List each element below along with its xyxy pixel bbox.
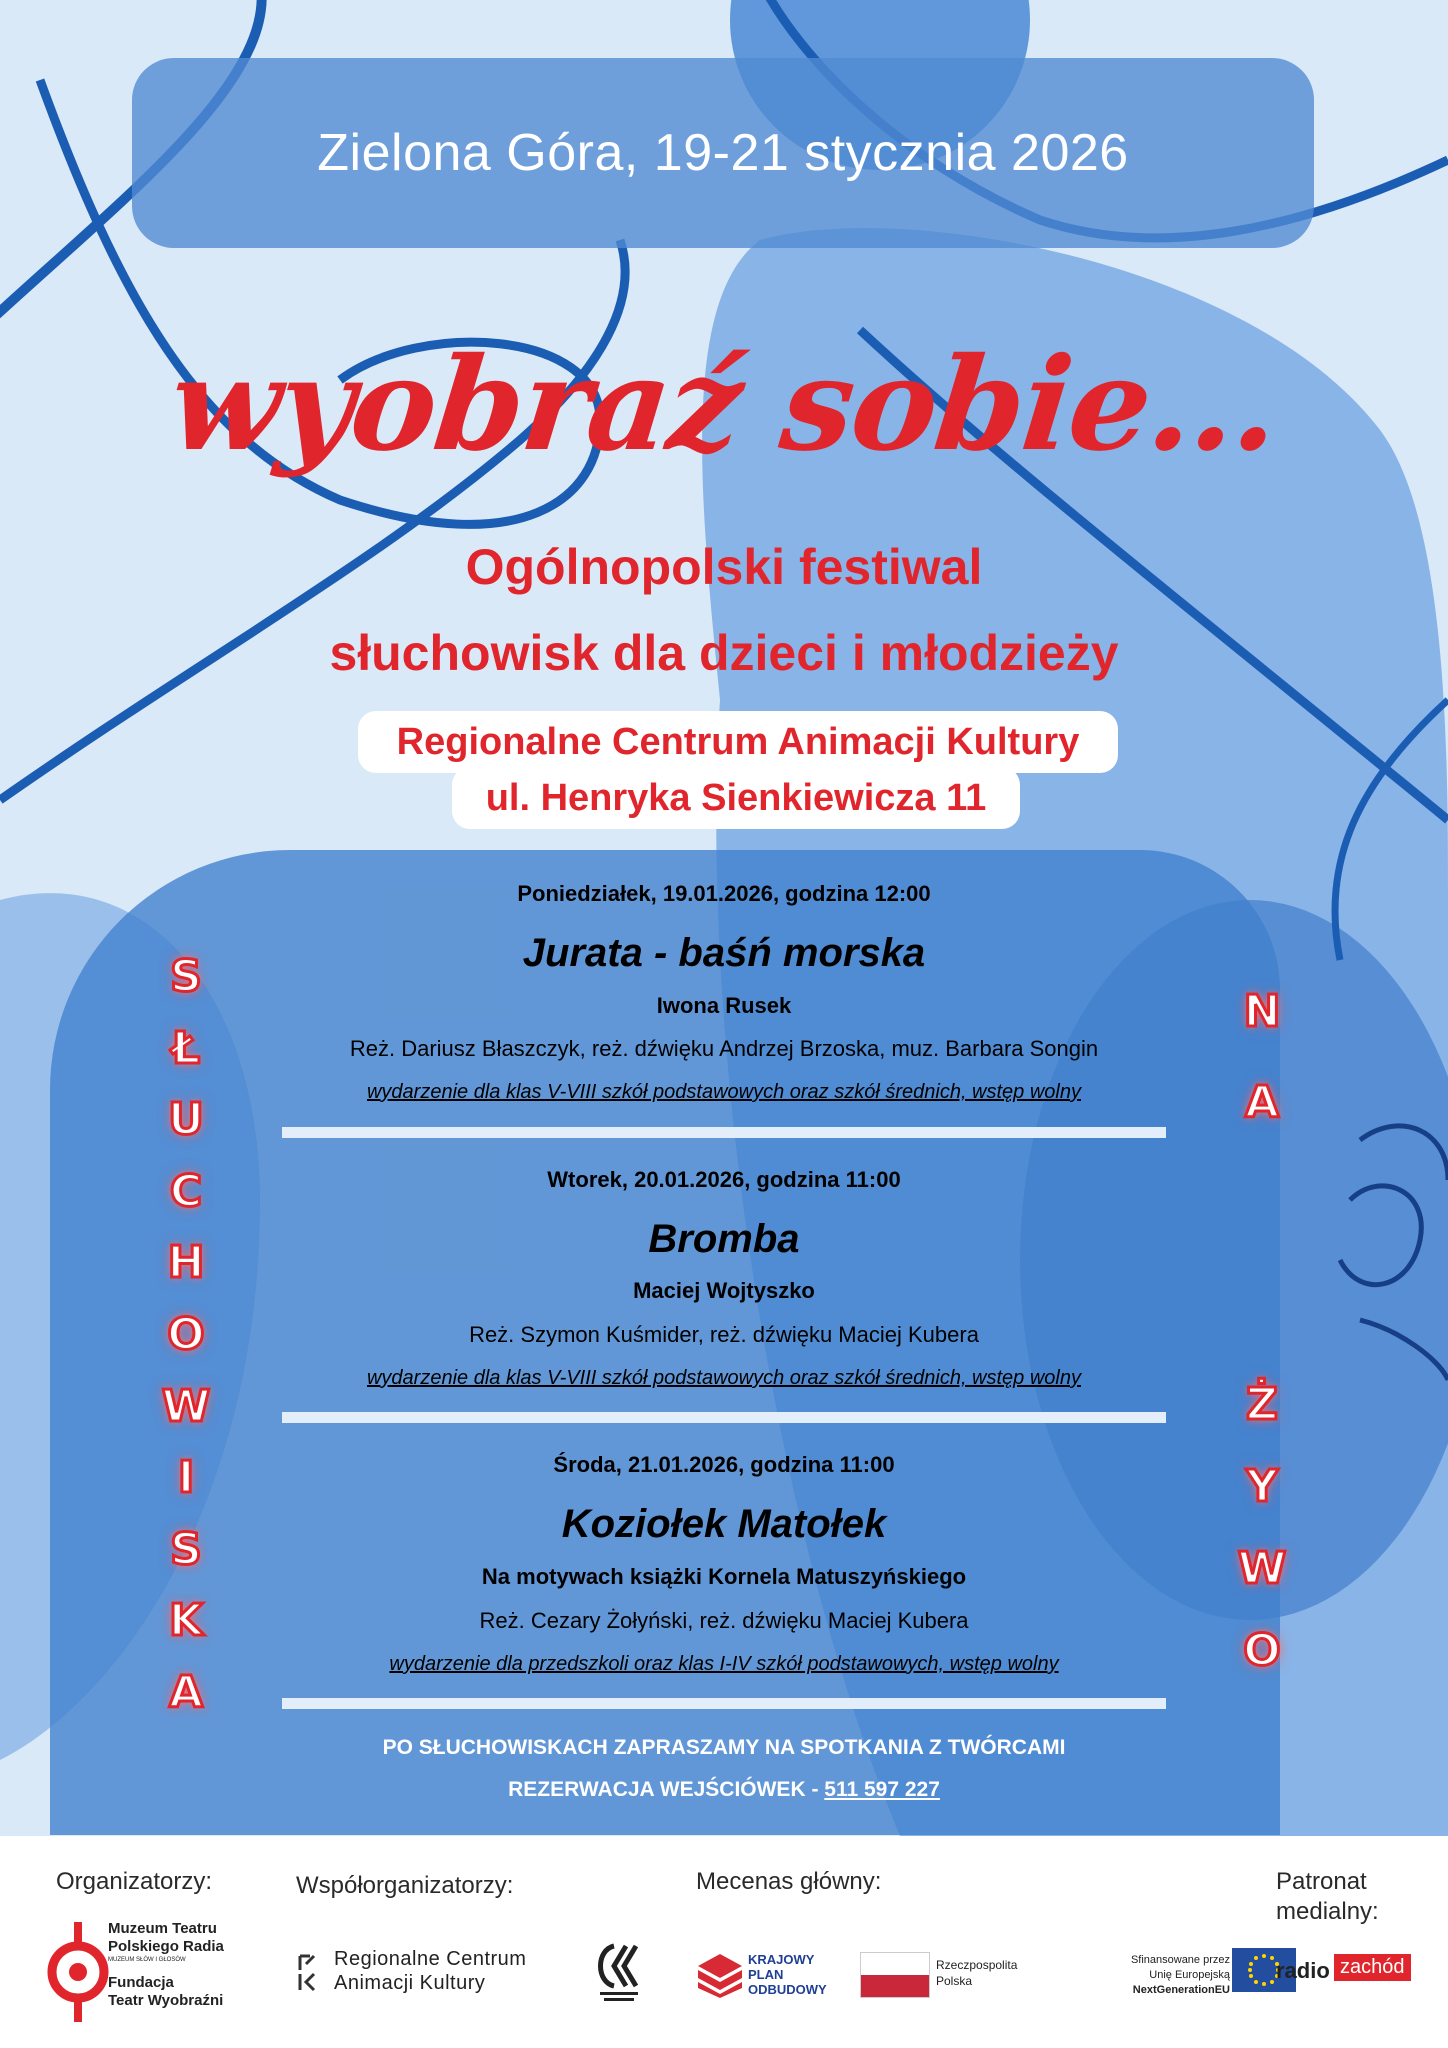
ck-logo-icon	[592, 1940, 646, 2006]
neon-letter: W	[1237, 1543, 1287, 1594]
event-audience-note[interactable]: wydarzenie dla klas V-VIII szkół podstawowych oraz szkół średnich, wstęp wolny	[366, 1081, 1081, 1103]
divider	[282, 1412, 1166, 1423]
neon-letter: O	[167, 1308, 205, 1360]
rcak-logo-line1: Regionalne Centrum	[334, 1948, 527, 1970]
vertical-word-sluchowiska	[156, 951, 216, 1718]
kpo-logo-line3: ODBUDOWY	[748, 1982, 827, 1997]
event-date: Wtorek, 20.01.2026, godzina 11:00	[547, 1167, 901, 1192]
coorganizers-label: Współorganizatorzy:	[296, 1872, 514, 1899]
event-audience-note[interactable]: wydarzenie dla przedszkoli oraz klas I-IV szkół podstawowych, wstęp wolny	[389, 1653, 1059, 1675]
neon-letter: A	[168, 1666, 204, 1718]
neon-letter: H	[167, 1237, 205, 1289]
neon-letter: A	[1244, 1077, 1280, 1128]
organizers-label: Organizatorzy:	[56, 1868, 213, 1895]
festival-title: wyobraź sobie...	[163, 330, 1285, 480]
vertical-word-na	[1232, 986, 1292, 1128]
rp-logo-line1: Rzeczpospolita	[936, 1958, 1018, 1972]
event-author: Iwona Rusek	[656, 993, 792, 1018]
reservation-phone-link[interactable]: 511 597 227	[824, 1778, 940, 1801]
neon-letter: K	[168, 1595, 204, 1647]
rcak-logo-line2: Animacji Kultury	[334, 1972, 486, 1994]
event-author: Na motywach książki Kornela Matuszyńskiego	[481, 1564, 967, 1589]
museum-logo-tagline: MUZEUM SŁÓW I GŁOSÓW	[108, 1957, 186, 1963]
event-date: Poniedziałek, 19.01.2026, godzina 12:00	[517, 881, 931, 906]
museum-logo-line2: Polskiego Radia	[108, 1938, 224, 1955]
divider	[282, 1127, 1166, 1138]
event-date: Środa, 21.01.2026, godzina 11:00	[553, 1452, 895, 1477]
vertical-word-zywo	[1232, 1379, 1292, 1676]
kpo-logo-icon	[698, 1954, 742, 1998]
media-label-1: Patronat	[1276, 1868, 1367, 1895]
polish-flag-icon	[860, 1952, 930, 1998]
event-credits: Reż. Dariusz Błaszczyk, reż. dźwięku Andrzej Brzoska, muz. Barbara Songin	[349, 1036, 1099, 1061]
radio-logo-word: radio	[1276, 1958, 1330, 1983]
divider	[282, 1698, 1166, 1709]
event-dates: Zielona Góra, 19-21 stycznia 2026	[317, 124, 1129, 182]
rp-logo-line2: Polska	[936, 1974, 973, 1988]
museum-logo-icon	[44, 1922, 114, 2022]
neon-letter: Ł	[171, 1022, 201, 1074]
fundacja-logo-line1: Fundacja	[108, 1974, 174, 1991]
eu-logo-line2: Unię Europejską	[1149, 1969, 1230, 1981]
patron-label: Mecenas główny:	[696, 1868, 882, 1895]
festival-subtitle-line2: słuchowisk dla dzieci i młodzieży	[329, 625, 1119, 681]
neon-letter: I	[177, 1452, 195, 1504]
media-label-2: medialny:	[1276, 1898, 1379, 1925]
neon-letter: Y	[1246, 1461, 1278, 1512]
reservation-line	[0, 1778, 1448, 1802]
kpo-logo-line1: KRAJOWY	[748, 1952, 815, 1967]
museum-logo-line1: Muzeum Teatru	[108, 1920, 217, 1937]
eu-logo-line3: NextGenerationEU	[1132, 1984, 1230, 1996]
event-title: Jurata - baśń morska	[522, 931, 926, 975]
reservation-label: REZERWACJA WEJŚCIÓWEK -	[508, 1778, 825, 1801]
neon-letter: O	[1243, 1625, 1281, 1676]
event-title: Bromba	[648, 1217, 800, 1261]
kpo-logo-line2: PLAN	[748, 1967, 784, 1982]
event-credits: Reż. Cezary Żołyński, reż. dźwięku Maciej Kubera	[479, 1608, 969, 1633]
neon-letter: Ż	[1246, 1379, 1278, 1430]
venue-name: Regionalne Centrum Animacji Kultury	[358, 711, 1118, 773]
date-banner	[132, 58, 1314, 248]
event-title: Koziołek Matołek	[561, 1502, 887, 1546]
neon-letter: S	[170, 1523, 202, 1575]
radio-logo-zachod: zachód	[1334, 1954, 1411, 1981]
sponsors-footer	[0, 1836, 1448, 2048]
event-author: Maciej Wojtyszko	[633, 1278, 815, 1303]
meet-creators-line: PO SŁUCHOWISKACH ZAPRASZAMY NA SPOTKANIA Z TWÓRCAMI	[382, 1736, 1066, 1759]
festival-subtitle-line1: Ogólnopolski festiwal	[465, 539, 983, 595]
eu-logo-line1: Sfinansowane przez	[1130, 1954, 1230, 1966]
neon-letter: S	[170, 951, 202, 1002]
event-audience-note[interactable]: wydarzenie dla klas V-VIII szkół podstawowych oraz szkół średnich, wstęp wolny	[366, 1367, 1081, 1389]
event-credits: Reż. Szymon Kuśmider, reż. dźwięku Maciej Kubera	[469, 1322, 979, 1347]
rcak-logo-icon	[296, 1952, 322, 1992]
venue-address: ul. Henryka Sienkiewicza 11	[452, 767, 1020, 829]
neon-letter: N	[1243, 986, 1281, 1037]
neon-letter: U	[168, 1094, 204, 1146]
neon-letter: W	[161, 1380, 211, 1432]
neon-letter: C	[169, 1165, 203, 1217]
fundacja-logo-line2: Teatr Wyobraźni	[108, 1992, 224, 2009]
